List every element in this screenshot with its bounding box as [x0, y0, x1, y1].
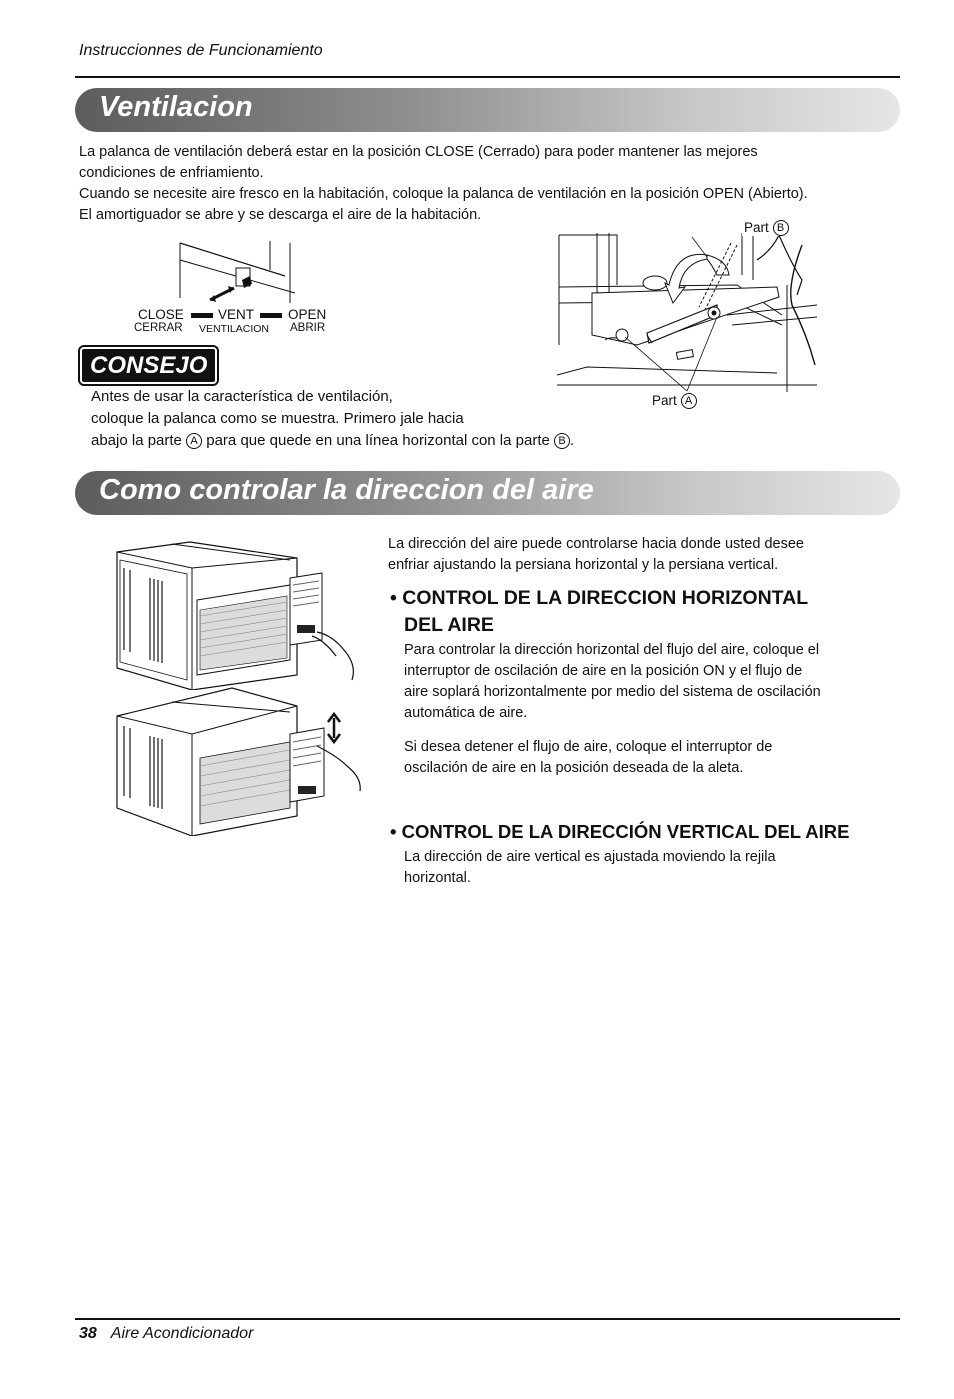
text-fragment: para que quede en una línea horizontal con la parte [206, 432, 550, 449]
part-a-label: Part [652, 393, 677, 408]
text-line: Antes de usar la característica de ventilación, [91, 388, 393, 405]
text-line: interruptor de oscilación de aire en la posición ON y el flujo de [404, 663, 803, 679]
ac-unit-horizontal-illustration [112, 540, 362, 690]
consejo-text [91, 386, 691, 452]
footer-rule [75, 1318, 900, 1320]
header-rule [75, 76, 900, 78]
lever-label-abrir: ABRIR [290, 322, 326, 334]
ventilacion-paragraph [79, 142, 899, 226]
section-title-direccion: Como controlar la direccion del aire [99, 474, 594, 506]
text-line: automática de aire. [404, 705, 528, 721]
text-line: El amortiguador se abre y se descarga el aire de la habitación. [79, 207, 482, 223]
ac-unit-vertical-illustration [112, 686, 372, 836]
text-line: coloque la palanca como se muestra. Primero jale hacia [91, 410, 464, 427]
footer-title: Aire Acondicionador [110, 1325, 254, 1342]
lever-label-open: OPEN [288, 307, 327, 322]
text-line: DEL AIRE [404, 614, 494, 636]
text-line: • CONTROL DE LA DIRECCION HORIZONTAL [390, 587, 809, 609]
text-line: La palanca de ventilación deberá estar en la posición CLOSE (Cerrado) para poder mantener las mejores [79, 144, 758, 160]
text-fragment: . [570, 432, 575, 449]
part-b-letter: B [773, 220, 789, 236]
horizontal-control-heading [390, 585, 900, 639]
section-banner-direccion [75, 471, 900, 515]
text-line: horizontal. [404, 870, 471, 886]
running-footer [79, 1325, 253, 1343]
direccion-intro [388, 534, 898, 576]
vent-parts-illustration [557, 225, 829, 392]
text-line: La dirección de aire vertical es ajustada moviendo la rejila [404, 849, 776, 865]
text-line: condiciones de enfriamiento. [79, 165, 264, 181]
text-line: Si desea detener el flujo de aire, coloque el interruptor de [404, 739, 773, 755]
section-banner-ventilacion [75, 88, 900, 132]
part-a-letter: A [186, 433, 202, 449]
vent-position-mark [260, 313, 282, 318]
part-b-label: Part [744, 220, 769, 235]
lever-label-vent: VENT [218, 307, 255, 322]
part-a-letter: A [681, 393, 697, 409]
text-line: enfriar ajustando la persiana horizontal y la persiana vertical. [388, 557, 779, 573]
running-header: Instruccionnes de Funcionamiento [79, 42, 323, 59]
page-number: 38 [79, 1325, 97, 1342]
consejo-badge: CONSEJO [80, 347, 217, 384]
vertical-control-paragraph [404, 847, 904, 889]
text-line: oscilación de aire en la posición deseada de la aleta. [404, 760, 744, 776]
lever-label-close: CLOSE [138, 307, 184, 322]
part-b-letter: B [554, 433, 570, 449]
section-title-ventilacion: Ventilacion [99, 91, 253, 123]
close-position-mark [191, 313, 213, 318]
horizontal-control-paragraph-2 [404, 737, 904, 779]
part-b-callout [742, 220, 791, 236]
vent-lever-illustration [150, 238, 310, 308]
text-line: La dirección del aire puede controlarse hacia donde usted desee [388, 536, 804, 552]
vertical-control-heading: • CONTROL DE LA DIRECCIÓN VERTICAL DEL AIRE [390, 821, 850, 842]
text-line: aire soplará horizontalmente por medio del sistema de oscilación [404, 684, 821, 700]
text-line: Para controlar la dirección horizontal del flujo del aire, coloque el [404, 642, 820, 658]
text-fragment: abajo la parte [91, 432, 182, 449]
horizontal-control-paragraph-1 [404, 640, 904, 724]
text-line: Cuando se necesite aire fresco en la habitación, coloque la palanca de ventilación en la posición OPEN (Abierto). [79, 186, 808, 202]
lever-label-cerrar: CERRAR [134, 322, 183, 334]
lever-label-ventilacion: VENTILACION [199, 323, 270, 335]
text-line [91, 430, 691, 452]
